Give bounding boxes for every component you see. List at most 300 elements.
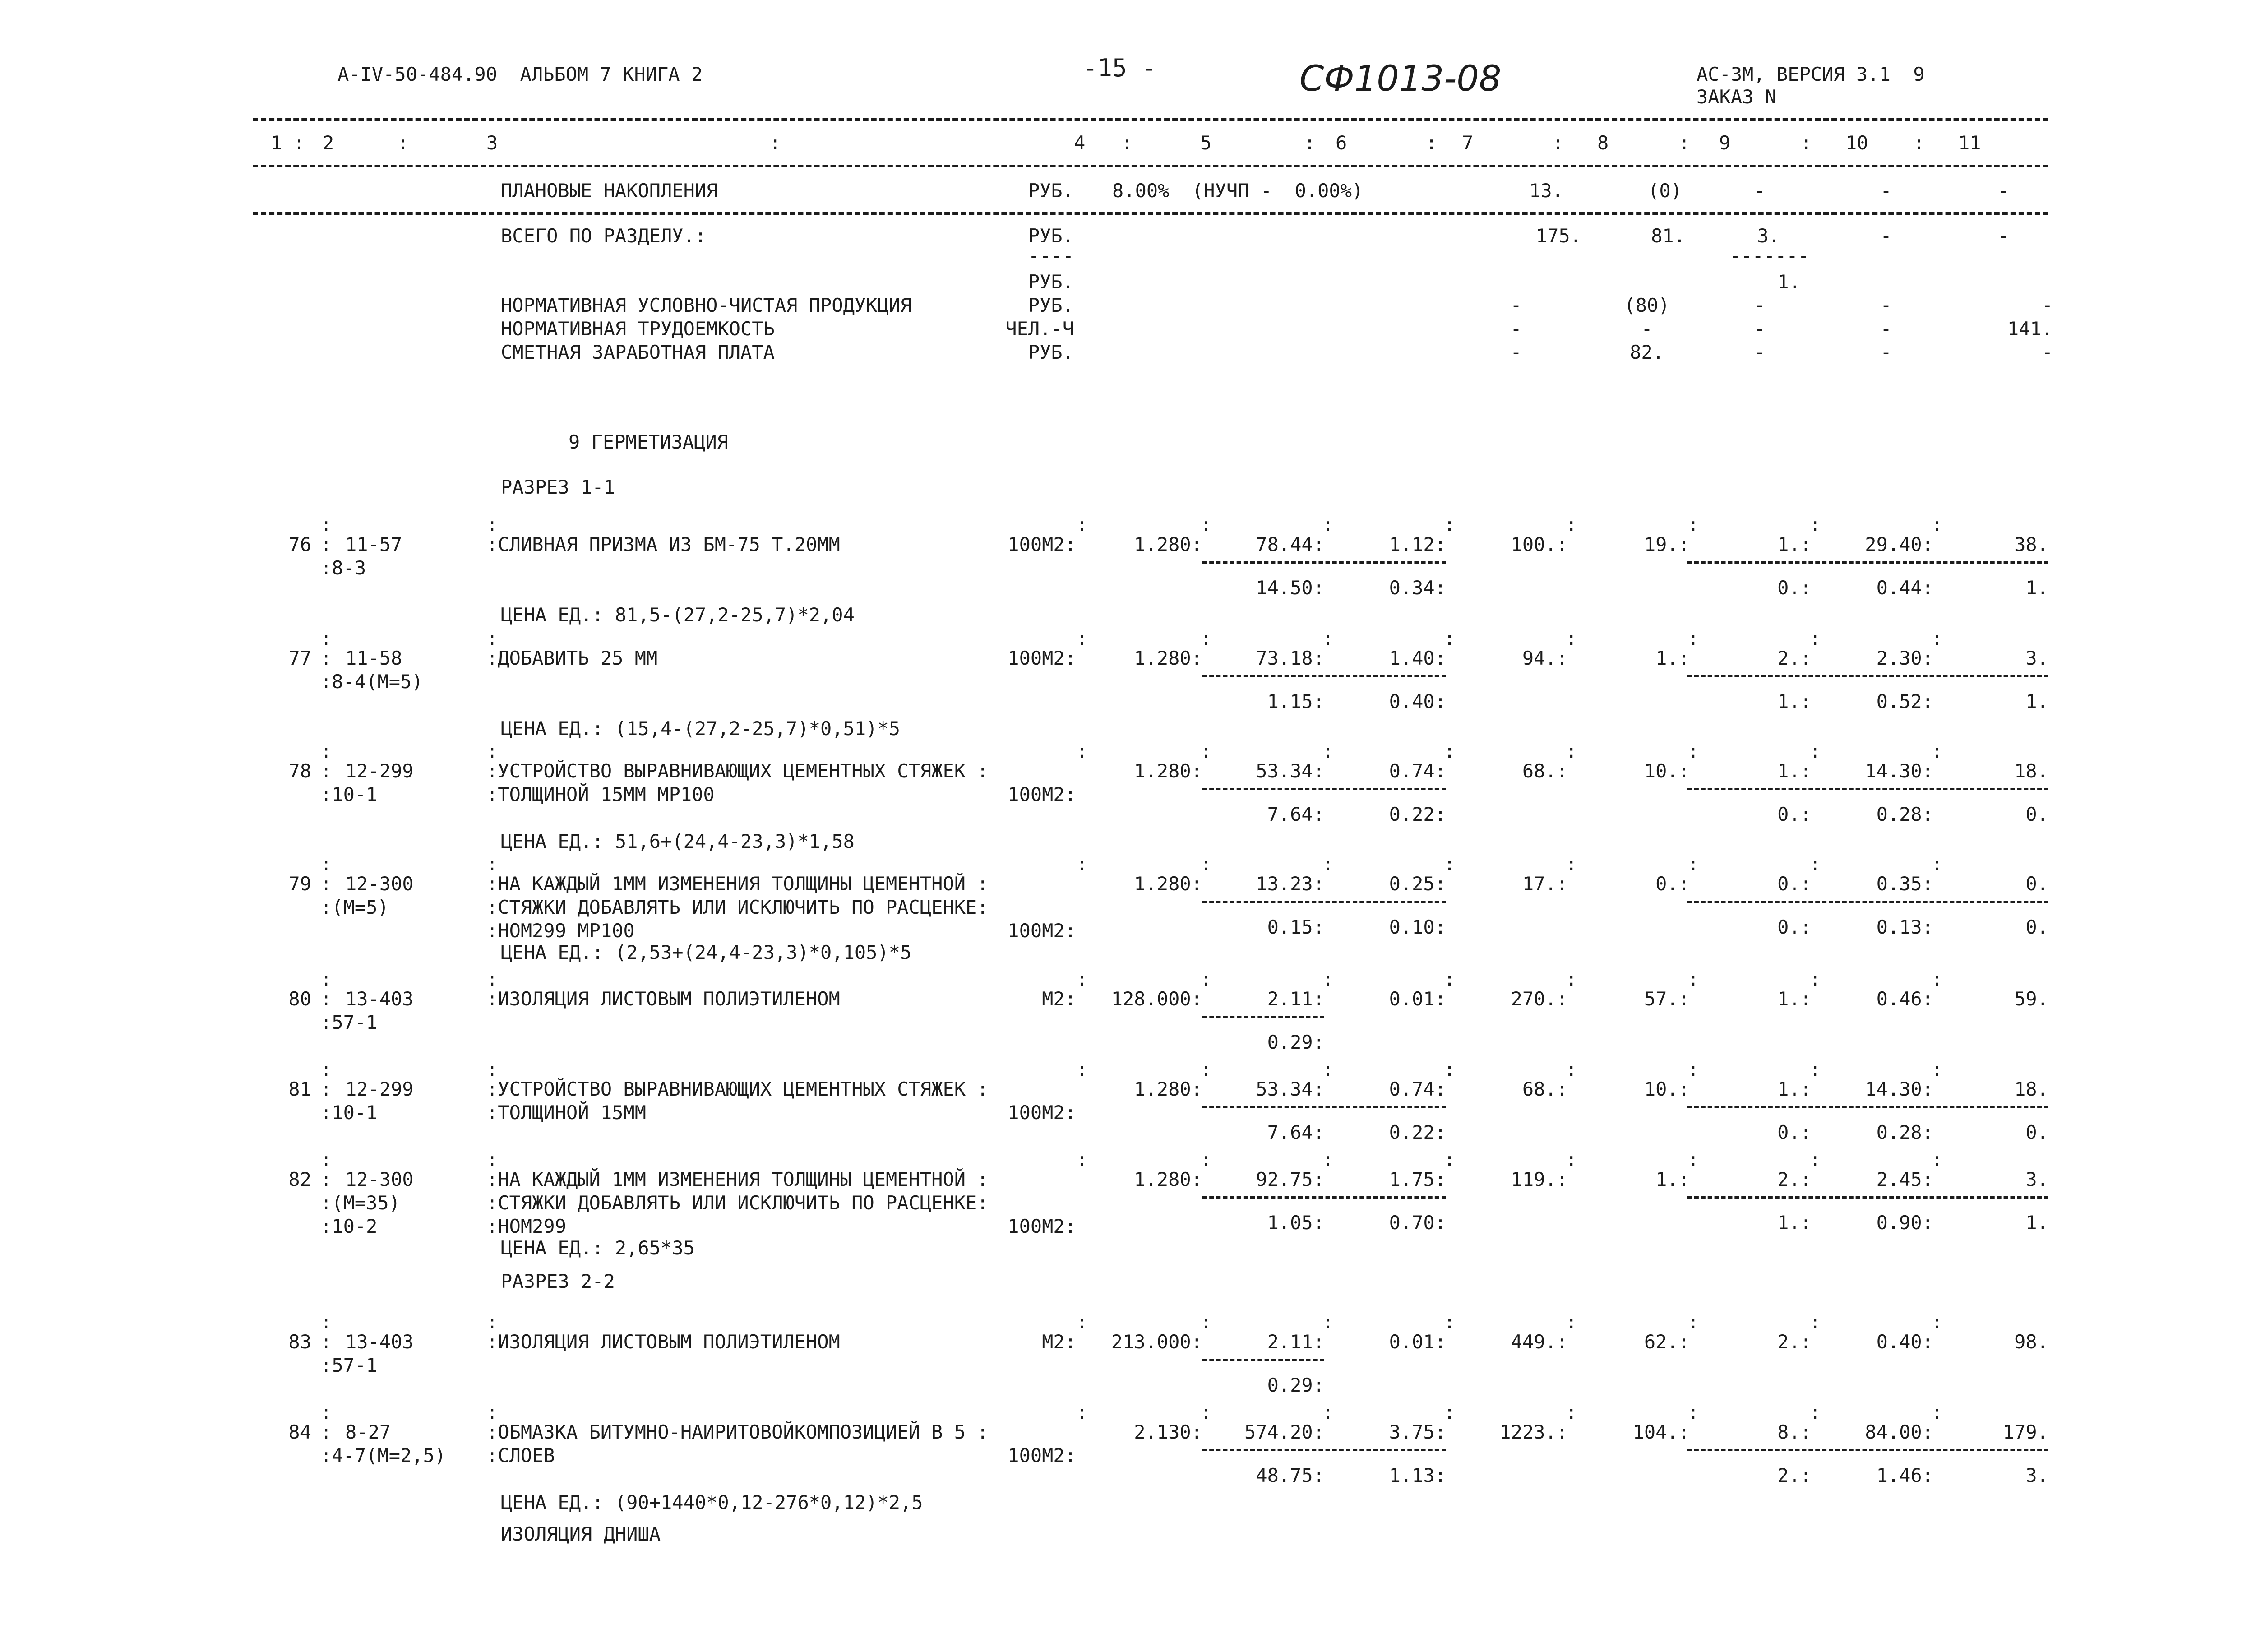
column-divider-mark: : bbox=[1444, 1148, 1456, 1171]
rate-code: :10-1 bbox=[320, 1101, 378, 1124]
column-divider-mark: : bbox=[1200, 1058, 1212, 1080]
unit-of-measure: М2: bbox=[1042, 1331, 1076, 1353]
total-col7: 175. bbox=[1535, 225, 1581, 247]
work-description: :СТЯЖКИ ДОБАВЛЯТЬ ИЛИ ИСКЛЮЧИТЬ ПО РАСЦЕНКЕ: bbox=[486, 896, 989, 918]
unit-of-measure: М2: bbox=[1042, 988, 1076, 1010]
column-number: : bbox=[1426, 132, 1438, 154]
col5-unit-cost: 2.11: bbox=[1267, 1331, 1324, 1353]
norm-col8: - bbox=[1641, 318, 1653, 340]
work-description: :ТОЛЩИНОЙ 15ММ bbox=[486, 1101, 647, 1124]
work-description: :ИЗОЛЯЦИЯ ЛИСТОВЫМ ПОЛИЭТИЛЕНОМ bbox=[486, 1331, 840, 1353]
norm-label: НОРМАТИВНАЯ УСЛОВНО-ЧИСТАЯ ПРОДУКЦИЯ bbox=[501, 294, 912, 316]
column-divider-mark: : bbox=[1687, 627, 1699, 649]
column-divider-mark: : bbox=[1200, 968, 1212, 990]
col7-total: 94.: bbox=[1522, 647, 1568, 669]
column-divider-mark: : bbox=[320, 1148, 332, 1171]
col6-unit-cost: 0.01: bbox=[1389, 988, 1446, 1010]
norm-col10: - bbox=[1880, 341, 1892, 363]
work-description: :НОМ299 bbox=[486, 1215, 567, 1237]
norm-col9: - bbox=[1754, 341, 1766, 363]
column-divider-mark: : bbox=[1322, 514, 1334, 536]
row-separator-line bbox=[1687, 788, 2048, 790]
column-divider-mark: : bbox=[1444, 853, 1456, 875]
norm-col7: - bbox=[1510, 294, 1522, 316]
column-divider-mark: : bbox=[1809, 853, 1821, 875]
total-col9-underline: ------- bbox=[1729, 245, 1809, 267]
col11-wage-total: 1. bbox=[2025, 690, 2048, 713]
col9-wage-total: 1.: bbox=[1777, 1212, 1812, 1234]
quantity: 128.000: bbox=[1111, 988, 1202, 1010]
col11-wage-total: 1. bbox=[2025, 1212, 2048, 1234]
column-divider-mark: : bbox=[320, 647, 332, 669]
column-divider-mark: : bbox=[1076, 740, 1088, 762]
total-col8: 81. bbox=[1651, 225, 1685, 247]
plan-col7: 13. bbox=[1529, 180, 1563, 202]
norm-col8: 82. bbox=[1630, 341, 1664, 363]
rate-code: 11-57 bbox=[345, 533, 402, 555]
column-divider-mark: : bbox=[1444, 1058, 1456, 1080]
col6-wage-cost: 0.22: bbox=[1389, 803, 1446, 825]
column-divider-mark: : bbox=[320, 740, 332, 762]
column-divider-mark: : bbox=[320, 1311, 332, 1333]
column-divider-mark: : bbox=[1444, 968, 1456, 990]
separator-line bbox=[253, 212, 2048, 215]
column-divider-mark: : bbox=[1200, 1311, 1212, 1333]
column-divider-mark: : bbox=[486, 1401, 498, 1423]
column-divider-mark: : bbox=[1566, 968, 1577, 990]
col10-total: 2.30: bbox=[1876, 647, 1933, 669]
column-number: 1 : bbox=[271, 132, 305, 154]
col9-total: 1.: bbox=[1777, 760, 1812, 782]
col6-wage-cost: 0.40: bbox=[1389, 690, 1446, 713]
plan-col11: - bbox=[1997, 180, 2009, 202]
rate-code: :4-7(М=2,5) bbox=[320, 1444, 446, 1467]
work-description: :ДОБАВИТЬ 25 ММ bbox=[486, 647, 658, 669]
row-separator-line bbox=[1202, 1106, 1446, 1108]
col10-wage-total: 0.52: bbox=[1876, 690, 1933, 713]
col10-total: 0.40: bbox=[1876, 1331, 1933, 1353]
norm-unit: ЧЕЛ.-Ч bbox=[1005, 318, 1074, 340]
unit-of-measure: 100М2: bbox=[1008, 1215, 1076, 1237]
quantity: 1.280: bbox=[1134, 760, 1202, 782]
column-divider-mark: : bbox=[486, 1311, 498, 1333]
col10-wage-total: 1.46: bbox=[1876, 1464, 1933, 1486]
column-divider-mark: : bbox=[1809, 627, 1821, 649]
col5-wage-cost: 1.15: bbox=[1267, 690, 1324, 713]
row-number: 77 bbox=[288, 647, 311, 669]
column-divider-mark: : bbox=[1444, 1311, 1456, 1333]
unit-price-formula: ЦЕНА ЕД.: (2,53+(24,4-23,3)*0,105)*5 bbox=[501, 941, 912, 963]
unit-of-measure: 100М2: bbox=[1008, 647, 1076, 669]
unit-price-formula: ЦЕНА ЕД.: (90+1440*0,12-276*0,12)*2,5 bbox=[501, 1491, 923, 1513]
column-number: : bbox=[1678, 132, 1690, 154]
quantity: 2.130: bbox=[1134, 1421, 1202, 1443]
unit-price-formula: ЦЕНА ЕД.: (15,4-(27,2-25,7)*0,51)*5 bbox=[501, 717, 901, 740]
column-divider-mark: : bbox=[486, 968, 498, 990]
col10-wage-total: 0.90: bbox=[1876, 1212, 1933, 1234]
column-divider-mark: : bbox=[1322, 853, 1334, 875]
col7-total: 270.: bbox=[1511, 988, 1568, 1010]
work-description: :ОБМАЗКА БИТУМНО-НАИРИТОВОЙКОМПОЗИЦИЕЙ В 5 : bbox=[486, 1421, 989, 1443]
column-divider-mark: : bbox=[1076, 853, 1088, 875]
column-divider-mark: : bbox=[1566, 853, 1577, 875]
rate-code: :57-1 bbox=[320, 1354, 378, 1376]
column-number: 3 bbox=[486, 132, 498, 154]
col6-unit-cost: 1.40: bbox=[1389, 647, 1446, 669]
col11-total: 59. bbox=[2014, 988, 2048, 1010]
column-divider-mark: : bbox=[1809, 514, 1821, 536]
col10-total: 0.35: bbox=[1876, 873, 1933, 895]
work-description: :УСТРОЙСТВО ВЫРАВНИВАЮЩИХ ЦЕМЕНТНЫХ СТЯЖЕК : bbox=[486, 1078, 989, 1100]
row-separator-line bbox=[1202, 1449, 1446, 1451]
column-divider-mark: : bbox=[1687, 1148, 1699, 1171]
col11-total: 3. bbox=[2025, 647, 2048, 669]
col5-wage-cost: 48.75: bbox=[1256, 1464, 1324, 1486]
column-divider-mark: : bbox=[1444, 627, 1456, 649]
col11-total: 18. bbox=[2014, 760, 2048, 782]
rate-code: 12-300 bbox=[345, 873, 414, 895]
norm-unit: РУБ. bbox=[1028, 294, 1074, 316]
unit-price-formula: ЦЕНА ЕД.: 2,65*35 bbox=[501, 1237, 695, 1259]
col6-wage-cost: 1.13: bbox=[1389, 1464, 1446, 1486]
row-number: 81 bbox=[288, 1078, 311, 1100]
unit-of-measure: 100М2: bbox=[1008, 783, 1076, 805]
norm-col11: - bbox=[2041, 294, 2053, 316]
rate-code: :10-1 bbox=[320, 783, 378, 805]
column-divider-mark: : bbox=[320, 514, 332, 536]
col5-unit-cost: 73.18: bbox=[1256, 647, 1324, 669]
page-number: -15 - bbox=[1083, 54, 1156, 82]
column-divider-mark: : bbox=[1566, 1401, 1577, 1423]
norm-col10: - bbox=[1880, 294, 1892, 316]
column-number: : bbox=[769, 132, 781, 154]
column-number: : bbox=[1552, 132, 1564, 154]
column-divider-mark: : bbox=[1076, 1401, 1088, 1423]
column-divider-mark: : bbox=[1931, 627, 1943, 649]
column-number: 5 bbox=[1200, 132, 1212, 154]
col8-total: 104.: bbox=[1632, 1421, 1690, 1443]
column-divider-mark: : bbox=[1200, 514, 1212, 536]
handwritten-stamp: СФ1013-08 bbox=[1299, 59, 1502, 99]
col7-total: 449.: bbox=[1511, 1331, 1568, 1353]
rate-code: 8-27 bbox=[345, 1421, 391, 1443]
col7-total: 68.: bbox=[1522, 1078, 1568, 1100]
row-separator-line bbox=[1687, 901, 2048, 903]
row-number: 78 bbox=[288, 760, 311, 782]
col9-wage-total: 0.: bbox=[1777, 803, 1812, 825]
column-divider-mark: : bbox=[1931, 1058, 1943, 1080]
col5-wage-cost: 7.64: bbox=[1267, 803, 1324, 825]
col6-wage-cost: 0.22: bbox=[1389, 1121, 1446, 1143]
col11-total: 3. bbox=[2025, 1168, 2048, 1190]
column-divider-mark: : bbox=[1931, 968, 1943, 990]
column-divider-mark: : bbox=[1931, 853, 1943, 875]
norm-label: НОРМАТИВНАЯ ТРУДОЕМКОСТЬ bbox=[501, 318, 775, 340]
col8-total: 62.: bbox=[1644, 1331, 1690, 1353]
unit-price-formula: ЦЕНА ЕД.: 81,5-(27,2-25,7)*2,04 bbox=[501, 604, 855, 626]
norm-col8: (80) bbox=[1624, 294, 1670, 316]
col5-unit-cost: 574.20: bbox=[1244, 1421, 1324, 1443]
col6-unit-cost: 3.75: bbox=[1389, 1421, 1446, 1443]
col10-total: 14.30: bbox=[1865, 1078, 1933, 1100]
row-number: 84 bbox=[288, 1421, 311, 1443]
rate-code: :8-4(М=5) bbox=[320, 671, 423, 693]
col10-total: 14.30: bbox=[1865, 760, 1933, 782]
total-col9-2: 1. bbox=[1777, 271, 1800, 293]
col7-total: 17.: bbox=[1522, 873, 1568, 895]
column-number: 9 bbox=[1719, 132, 1731, 154]
work-description: :СТЯЖКИ ДОБАВЛЯТЬ ИЛИ ИСКЛЮЧИТЬ ПО РАСЦЕНКЕ: bbox=[486, 1192, 989, 1214]
column-divider-mark: : bbox=[1931, 1401, 1943, 1423]
col6-wage-cost: 0.34: bbox=[1389, 577, 1446, 599]
column-number: 7 bbox=[1462, 132, 1474, 154]
norm-col7: - bbox=[1510, 318, 1522, 340]
col8-total: 57.: bbox=[1644, 988, 1690, 1010]
column-divider-mark: : bbox=[1444, 514, 1456, 536]
column-divider-mark: : bbox=[320, 533, 332, 555]
row-number: 80 bbox=[288, 988, 311, 1010]
column-divider-mark: : bbox=[1566, 1148, 1577, 1171]
quantity: 213.000: bbox=[1111, 1331, 1202, 1353]
rate-code: 13-403 bbox=[345, 1331, 414, 1353]
column-divider-mark: : bbox=[1687, 1401, 1699, 1423]
row-number: 82 bbox=[288, 1168, 311, 1190]
norm-col10: - bbox=[1880, 318, 1892, 340]
column-number: : bbox=[1304, 132, 1316, 154]
column-divider-mark: : bbox=[320, 1421, 332, 1443]
column-number: 4 bbox=[1074, 132, 1086, 154]
col9-total: 8.: bbox=[1777, 1421, 1812, 1443]
col5-unit-cost: 53.34: bbox=[1256, 1078, 1324, 1100]
quantity: 1.280: bbox=[1134, 1078, 1202, 1100]
work-description: :НА КАЖДЫЙ 1ММ ИЗМЕНЕНИЯ ТОЛЩИНЫ ЦЕМЕНТНОЙ : bbox=[486, 1168, 989, 1190]
col10-total: 84.00: bbox=[1865, 1421, 1933, 1443]
col9-total: 2.: bbox=[1777, 1331, 1812, 1353]
column-divider-mark: : bbox=[1200, 1401, 1212, 1423]
row-separator-line bbox=[1202, 1016, 1324, 1018]
column-number: 10 bbox=[1845, 132, 1868, 154]
col7-total: 68.: bbox=[1522, 760, 1568, 782]
column-divider-mark: : bbox=[1931, 1311, 1943, 1333]
row-separator-line bbox=[1202, 675, 1446, 677]
col11-wage-total: 1. bbox=[2025, 577, 2048, 599]
separator-line bbox=[253, 118, 2048, 121]
row-number: 79 bbox=[288, 873, 311, 895]
norm-label: СМЕТНАЯ ЗАРАБОТНАЯ ПЛАТА bbox=[501, 341, 775, 363]
col6-wage-cost: 0.10: bbox=[1389, 916, 1446, 938]
column-number: 8 bbox=[1597, 132, 1609, 154]
column-divider-mark: : bbox=[320, 1168, 332, 1190]
column-divider-mark: : bbox=[1076, 1148, 1088, 1171]
cut-heading-2-2: РАЗРЕЗ 2-2 bbox=[501, 1270, 615, 1292]
col5-wage-cost: 1.05: bbox=[1267, 1212, 1324, 1234]
column-number: : bbox=[397, 132, 409, 154]
row-separator-line bbox=[1202, 1196, 1446, 1199]
column-divider-mark: : bbox=[1200, 853, 1212, 875]
column-divider-mark: : bbox=[1931, 740, 1943, 762]
col9-total: 2.: bbox=[1777, 1168, 1812, 1190]
column-divider-mark: : bbox=[1687, 514, 1699, 536]
norm-col9: - bbox=[1754, 318, 1766, 340]
column-divider-mark: : bbox=[1444, 740, 1456, 762]
col11-total: 98. bbox=[2014, 1331, 2048, 1353]
work-description: :УСТРОЙСТВО ВЫРАВНИВАЮЩИХ ЦЕМЕНТНЫХ СТЯЖЕК : bbox=[486, 760, 989, 782]
unit-of-measure: 100М2: bbox=[1008, 920, 1076, 942]
col11-total: 0. bbox=[2025, 873, 2048, 895]
plan-label: ПЛАНОВЫЕ НАКОПЛЕНИЯ bbox=[501, 180, 718, 202]
col10-total: 2.45: bbox=[1876, 1168, 1933, 1190]
column-number: 11 bbox=[1958, 132, 1981, 154]
norm-col11: 141. bbox=[2007, 318, 2053, 340]
order-number: ЗАКАЗ N bbox=[1697, 86, 1777, 108]
unit-of-measure: 100М2: bbox=[1008, 1101, 1076, 1124]
unit-of-measure: 100М2: bbox=[1008, 1444, 1076, 1467]
row-separator-line bbox=[1202, 788, 1446, 790]
total-col9: 3. bbox=[1757, 225, 1780, 247]
row-separator-line bbox=[1202, 901, 1446, 903]
col7-total: 100.: bbox=[1511, 533, 1568, 555]
column-divider-mark: : bbox=[1566, 627, 1577, 649]
column-divider-mark: : bbox=[1444, 1401, 1456, 1423]
col5-unit-cost: 92.75: bbox=[1256, 1168, 1324, 1190]
norm-col11: - bbox=[2041, 341, 2053, 363]
total-label: ВСЕГО ПО РАЗДЕЛУ.: bbox=[501, 225, 707, 247]
column-divider-mark: : bbox=[1076, 1311, 1088, 1333]
column-divider-mark: : bbox=[1809, 1148, 1821, 1171]
column-divider-mark: : bbox=[1566, 1058, 1577, 1080]
section-title: 9 ГЕРМЕТИЗАЦИЯ bbox=[569, 431, 729, 453]
rate-code: 12-299 bbox=[345, 1078, 414, 1100]
column-divider-mark: : bbox=[1076, 514, 1088, 536]
total-unit: РУБ. bbox=[1028, 225, 1074, 247]
document-code: А-IV-50-484.90 АЛЬБОМ 7 КНИГА 2 bbox=[337, 63, 703, 85]
column-divider-mark: : bbox=[320, 1078, 332, 1100]
column-divider-mark: : bbox=[1566, 740, 1577, 762]
norm-unit: РУБ. bbox=[1028, 341, 1074, 363]
col9-wage-total: 2.: bbox=[1777, 1464, 1812, 1486]
column-number: : bbox=[1121, 132, 1133, 154]
col5-unit-cost: 13.23: bbox=[1256, 873, 1324, 895]
col9-total: 1.: bbox=[1777, 533, 1812, 555]
col6-wage-cost: 0.70: bbox=[1389, 1212, 1446, 1234]
column-divider-mark: : bbox=[1809, 1401, 1821, 1423]
row-separator-line bbox=[1687, 1449, 2048, 1451]
work-description: :НА КАЖДЫЙ 1ММ ИЗМЕНЕНИЯ ТОЛЩИНЫ ЦЕМЕНТНОЙ : bbox=[486, 873, 989, 895]
col9-total: 2.: bbox=[1777, 647, 1812, 669]
column-divider-mark: : bbox=[320, 1331, 332, 1353]
column-divider-mark: : bbox=[1809, 740, 1821, 762]
column-divider-mark: : bbox=[1322, 1058, 1334, 1080]
rate-code: 12-300 bbox=[345, 1168, 414, 1190]
row-separator-line bbox=[1202, 1359, 1324, 1361]
work-description: :ТОЛЩИНОЙ 15ММ МР100 bbox=[486, 783, 715, 805]
norm-col7: - bbox=[1510, 341, 1522, 363]
col5-wage-cost: 0.29: bbox=[1267, 1031, 1324, 1053]
column-divider-mark: : bbox=[1200, 740, 1212, 762]
quantity: 1.280: bbox=[1134, 1168, 1202, 1190]
column-divider-mark: : bbox=[320, 853, 332, 875]
row-separator-line bbox=[1202, 561, 1446, 564]
column-divider-mark: : bbox=[1687, 968, 1699, 990]
rate-code: :(М=5) bbox=[320, 896, 389, 918]
column-divider-mark: : bbox=[1687, 1311, 1699, 1333]
column-divider-mark: : bbox=[1322, 1311, 1334, 1333]
row-separator-line bbox=[1687, 561, 2048, 564]
column-number: 2 bbox=[323, 132, 334, 154]
plan-col10: - bbox=[1880, 180, 1892, 202]
col9-wage-total: 0.: bbox=[1777, 577, 1812, 599]
column-number: : bbox=[1913, 132, 1925, 154]
col9-total: 0.: bbox=[1777, 873, 1812, 895]
col11-total: 38. bbox=[2014, 533, 2048, 555]
plan-rate: 8.00% (НУЧП - 0.00%) bbox=[1112, 180, 1364, 202]
column-divider-mark: : bbox=[1809, 968, 1821, 990]
column-divider-mark: : bbox=[1809, 1058, 1821, 1080]
col11-wage-total: 0. bbox=[2025, 803, 2048, 825]
col9-wage-total: 0.: bbox=[1777, 916, 1812, 938]
col6-unit-cost: 0.01: bbox=[1389, 1331, 1446, 1353]
column-divider-mark: : bbox=[1687, 853, 1699, 875]
total-col10: - bbox=[1880, 225, 1892, 247]
col9-total: 1.: bbox=[1777, 988, 1812, 1010]
col11-total: 18. bbox=[2014, 1078, 2048, 1100]
col8-total: 1.: bbox=[1655, 1168, 1690, 1190]
column-divider-mark: : bbox=[486, 740, 498, 762]
col8-total: 10.: bbox=[1644, 1078, 1690, 1100]
section-footer: ИЗОЛЯЦИЯ ДНИША bbox=[501, 1523, 661, 1545]
col10-total: 0.46: bbox=[1876, 988, 1933, 1010]
work-description: :ИЗОЛЯЦИЯ ЛИСТОВЫМ ПОЛИЭТИЛЕНОМ bbox=[486, 988, 840, 1010]
row-separator-line bbox=[1687, 1196, 2048, 1199]
column-divider-mark: : bbox=[1200, 1148, 1212, 1171]
rate-code: :8-3 bbox=[320, 557, 366, 579]
col10-wage-total: 0.28: bbox=[1876, 803, 1933, 825]
work-description: :СЛОЕВ bbox=[486, 1444, 555, 1467]
column-divider-mark: : bbox=[486, 627, 498, 649]
col5-unit-cost: 53.34: bbox=[1256, 760, 1324, 782]
col8-total: 10.: bbox=[1644, 760, 1690, 782]
column-number: : bbox=[1800, 132, 1812, 154]
work-description: :НОМ299 МР100 bbox=[486, 920, 635, 942]
quantity: 1.280: bbox=[1134, 533, 1202, 555]
plan-col9: - bbox=[1754, 180, 1766, 202]
row-separator-line bbox=[1687, 1106, 2048, 1108]
column-divider-mark: : bbox=[1322, 1401, 1334, 1423]
column-divider-mark: : bbox=[1322, 1148, 1334, 1171]
col11-total: 179. bbox=[2002, 1421, 2048, 1443]
cut-heading-1-1: РАЗРЕЗ 1-1 bbox=[501, 476, 615, 498]
plan-unit: РУБ. bbox=[1028, 180, 1074, 202]
col5-wage-cost: 0.29: bbox=[1267, 1374, 1324, 1396]
column-divider-mark: : bbox=[1322, 740, 1334, 762]
norm-col9: - bbox=[1754, 294, 1766, 316]
work-description: :СЛИВНАЯ ПРИЗМА ИЗ БМ-75 Т.20ММ bbox=[486, 533, 840, 555]
col7-total: 1223.: bbox=[1499, 1421, 1568, 1443]
column-divider-mark: : bbox=[1076, 968, 1088, 990]
col10-wage-total: 0.28: bbox=[1876, 1121, 1933, 1143]
col5-wage-cost: 7.64: bbox=[1267, 1121, 1324, 1143]
unit-of-measure: 100М2: bbox=[1008, 533, 1076, 555]
col5-wage-cost: 0.15: bbox=[1267, 916, 1324, 938]
column-divider-mark: : bbox=[320, 760, 332, 782]
col9-total: 1.: bbox=[1777, 1078, 1812, 1100]
row-number: 76 bbox=[288, 533, 311, 555]
column-divider-mark: : bbox=[486, 1148, 498, 1171]
total-col11: - bbox=[1997, 225, 2009, 247]
rate-code: :57-1 bbox=[320, 1011, 378, 1033]
column-divider-mark: : bbox=[320, 988, 332, 1010]
col6-unit-cost: 1.75: bbox=[1389, 1168, 1446, 1190]
